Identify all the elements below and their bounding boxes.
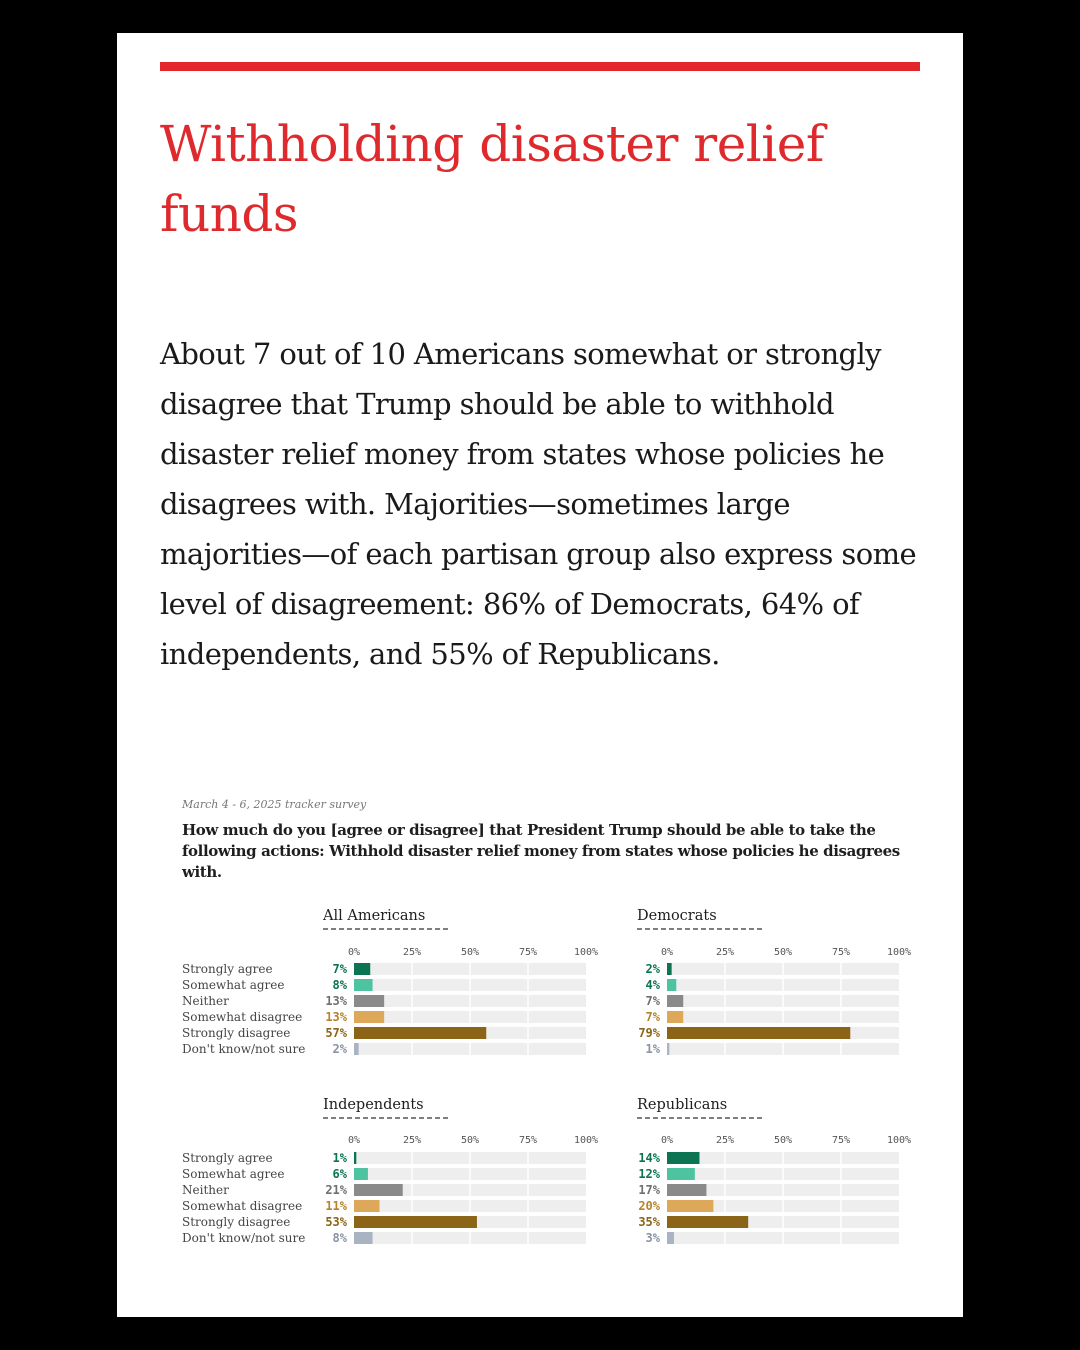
x-tick-label: 0% [660,1135,674,1146]
category-label: Strongly agree [182,1151,273,1165]
article-card [117,33,963,1317]
x-tick-label: 50% [773,947,793,958]
bar-neither [354,1184,403,1196]
bar-neither [354,995,384,1007]
category-label: Neither [182,994,229,1008]
bar-somewhat-disagree [354,1011,384,1023]
bar-don-t-know-not-sure [667,1232,674,1244]
x-tick-label: 0% [660,947,674,958]
bar-strongly-disagree [667,1216,748,1228]
data-label: 79% [638,1026,660,1040]
panel-title-democrats: Democrats [637,908,717,924]
bar-neither [667,1184,706,1196]
panel-title-independents: Independents [323,1097,424,1113]
article-body: About 7 out of 10 Americans somewhat or strongly disagree that Trump should be able to withhold disaster relief money from states whose policies he disagrees with. Majorities—sometimes large majorities—of each partisan group also express some level of disagreement: 86% of Democrats, 64% of independents, and 55% of Republicans. [160,337,917,671]
category-label: Strongly disagree [182,1026,291,1040]
bar-strongly-agree [667,1152,699,1164]
category-label: Somewhat agree [182,978,285,992]
charts-canvas [117,33,963,1317]
category-label: Strongly disagree [182,1215,291,1229]
data-label: 8% [332,1231,347,1245]
x-tick-label: 75% [518,947,538,958]
data-label: 2% [645,962,660,976]
data-label: 1% [645,1042,660,1056]
bar-somewhat-agree [354,1168,368,1180]
bar-somewhat-disagree [667,1011,683,1023]
bar-don-t-know-not-sure [667,1043,669,1055]
data-label: 7% [645,1010,660,1024]
x-tick-label: 50% [773,1135,793,1146]
data-label: 4% [645,978,660,992]
bar-strongly-agree [354,1152,356,1164]
x-tick-label: 25% [715,1135,735,1146]
category-label: Somewhat agree [182,1167,285,1181]
category-label: Neither [182,1183,229,1197]
x-tick-label: 100% [573,947,599,958]
x-tick-label: 100% [573,1135,599,1146]
data-label: 2% [332,1042,347,1056]
x-tick-label: 75% [831,1135,851,1146]
data-label: 57% [325,1026,347,1040]
survey-question: How much do you [agree or disagree] that President Trump should be able to take the following actions: Withhold disaster relief money from states whose policies he disagrees with. [182,821,900,881]
bar-don-t-know-not-sure [354,1232,373,1244]
x-tick-label: 100% [886,1135,912,1146]
data-label: 7% [332,962,347,976]
bar-don-t-know-not-sure [354,1043,359,1055]
x-tick-label: 50% [460,1135,480,1146]
panel-title-all-americans: All Americans [323,908,426,924]
category-label: Somewhat disagree [182,1199,303,1213]
x-tick-label: 0% [347,947,361,958]
category-label: Strongly agree [182,962,273,976]
panel-title-republicans: Republicans [637,1097,728,1113]
bar-somewhat-agree [667,979,676,991]
data-label: 12% [638,1167,660,1181]
category-label: Don't know/not sure [182,1042,306,1056]
x-tick-label: 100% [886,947,912,958]
bar-somewhat-agree [667,1168,695,1180]
x-tick-label: 25% [715,947,735,958]
bar-somewhat-agree [354,979,373,991]
data-label: 21% [325,1183,347,1197]
x-tick-label: 0% [347,1135,361,1146]
data-label: 35% [638,1215,660,1229]
data-label: 3% [645,1231,660,1245]
data-label: 20% [638,1199,660,1213]
x-tick-label: 25% [402,1135,422,1146]
data-label: 8% [332,978,347,992]
bar-strongly-agree [354,963,370,975]
bar-strongly-disagree [667,1027,850,1039]
category-label: Somewhat disagree [182,1010,303,1024]
data-label: 7% [645,994,660,1008]
bar-somewhat-disagree [354,1200,380,1212]
bar-strongly-agree [667,963,672,975]
article-title: Withholding disaster relief funds [160,115,824,243]
data-label: 6% [332,1167,347,1181]
x-tick-label: 50% [460,947,480,958]
data-label: 11% [325,1199,347,1213]
data-label: 1% [332,1151,347,1165]
bar-strongly-disagree [354,1027,486,1039]
bar-somewhat-disagree [667,1200,713,1212]
data-label: 13% [325,994,347,1008]
survey-label: March 4 - 6, 2025 tracker survey [182,798,367,811]
bar-strongly-disagree [354,1216,477,1228]
data-label: 13% [325,1010,347,1024]
x-tick-label: 75% [831,947,851,958]
x-tick-label: 25% [402,947,422,958]
x-tick-label: 75% [518,1135,538,1146]
category-label: Don't know/not sure [182,1231,306,1245]
data-label: 17% [638,1183,660,1197]
data-label: 14% [638,1151,660,1165]
data-label: 53% [325,1215,347,1229]
bar-neither [667,995,683,1007]
